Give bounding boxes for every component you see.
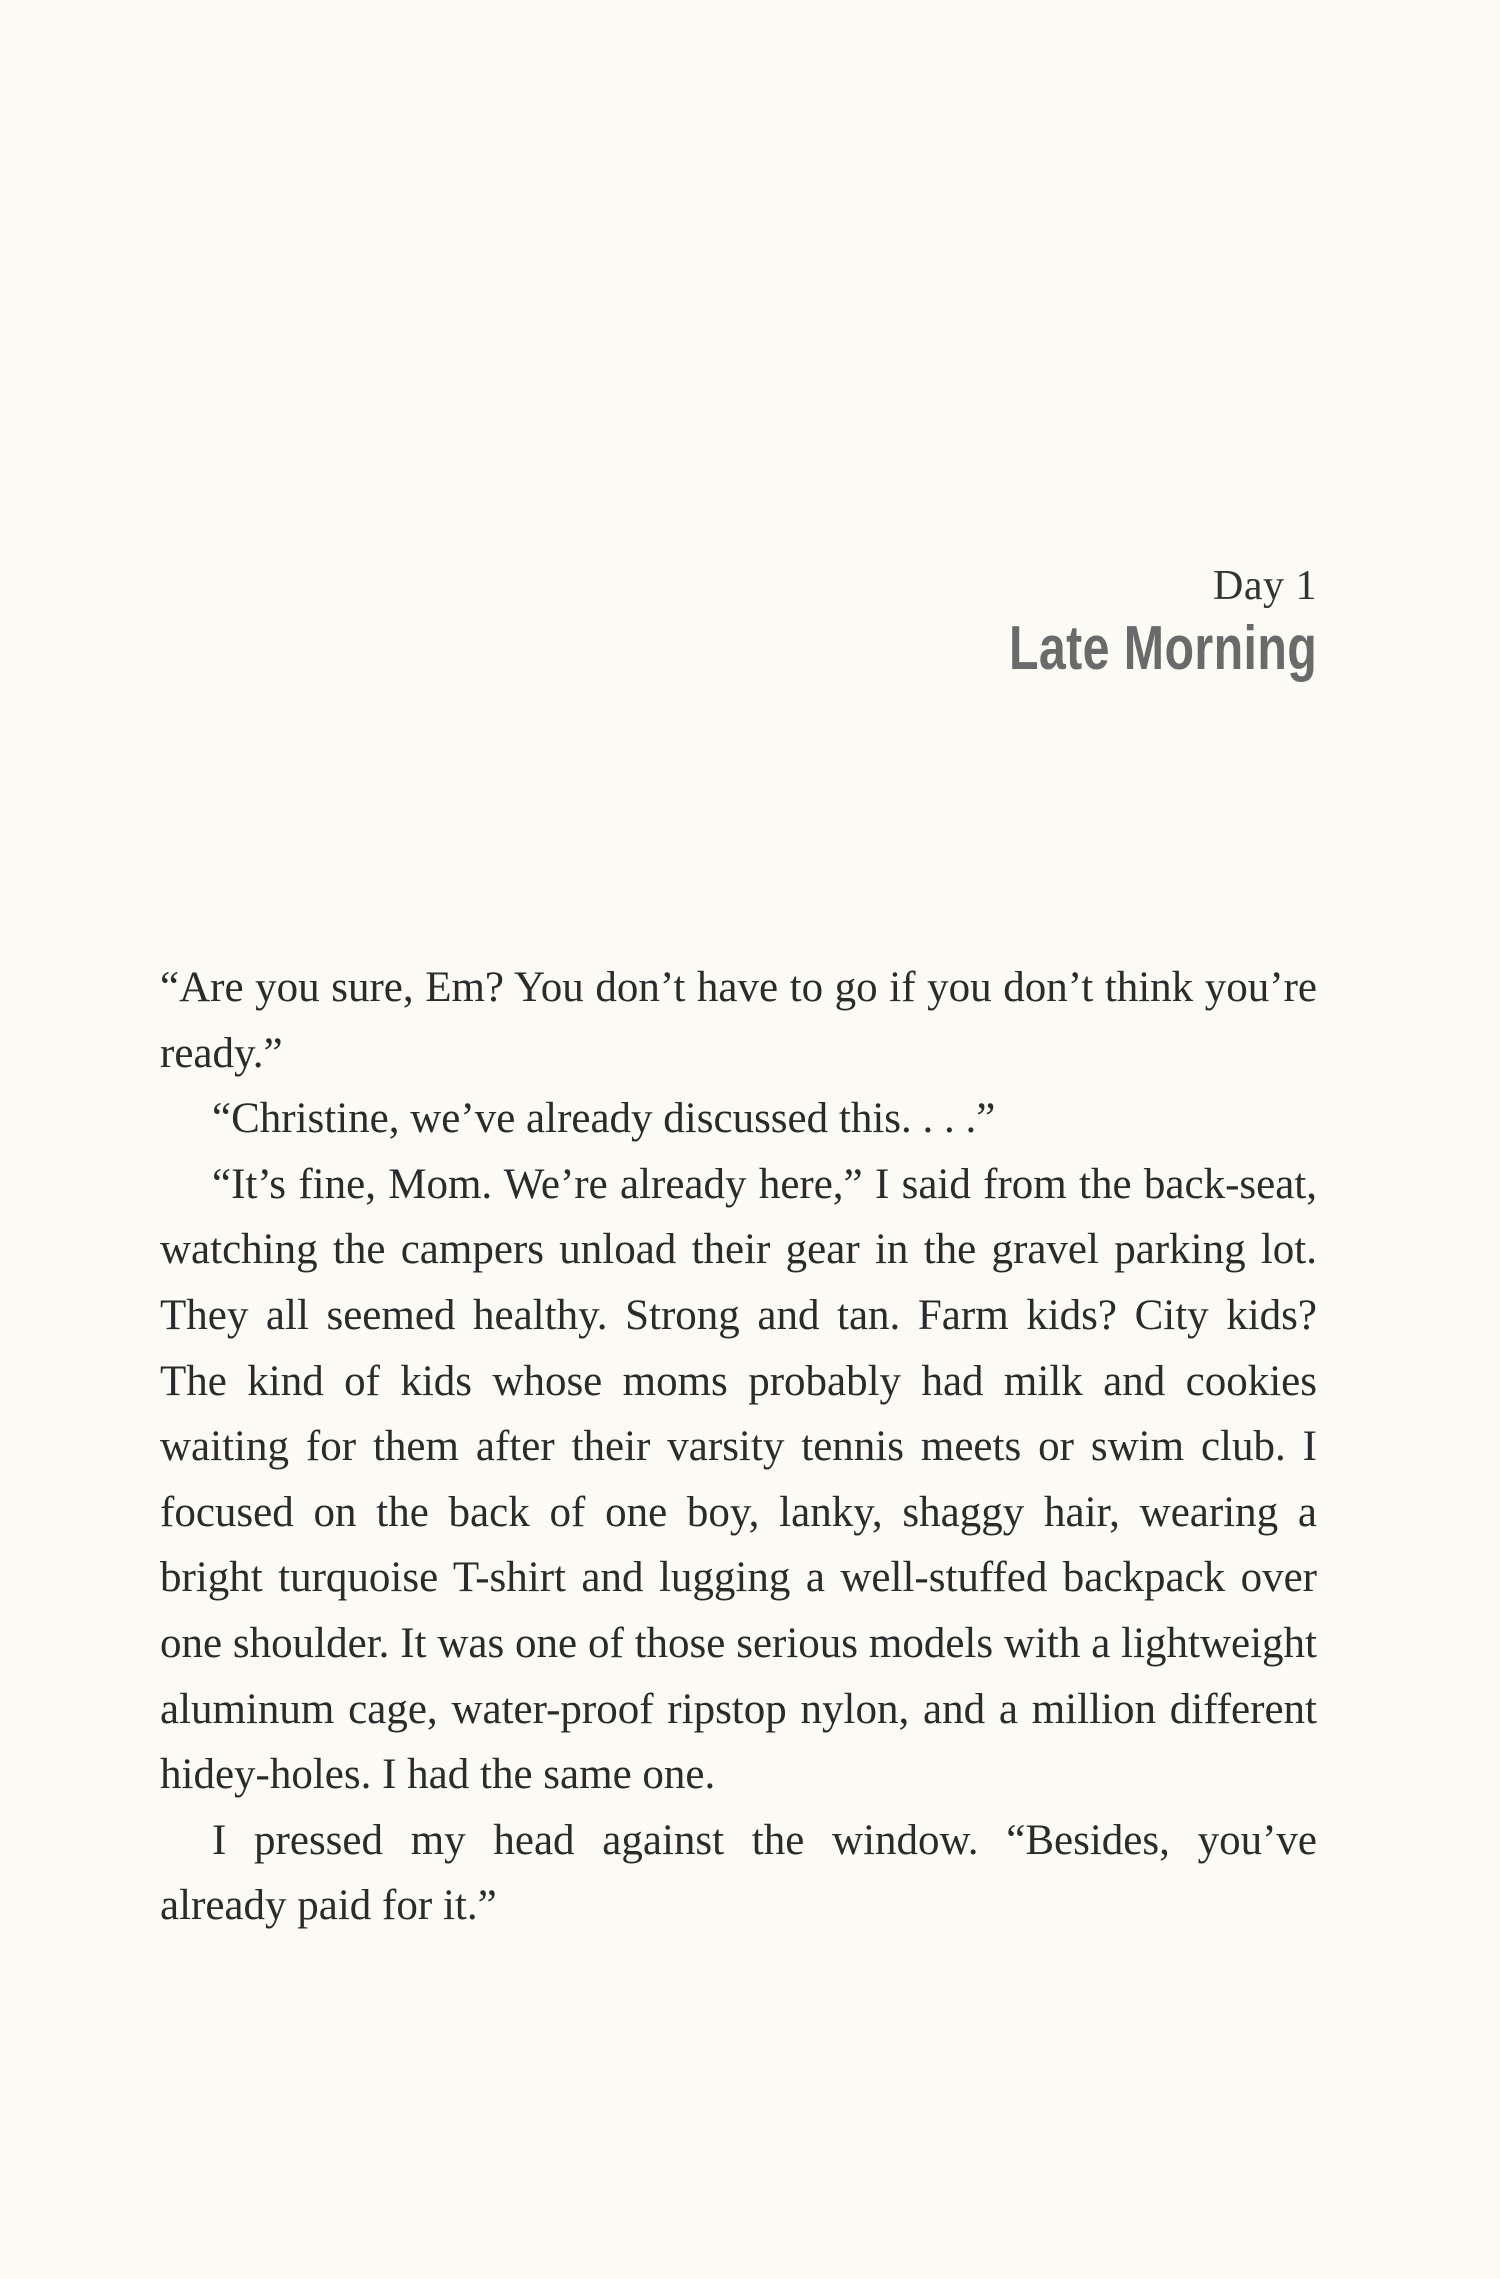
chapter-heading [922,560,1317,684]
paragraph: I pressed my head against the window. “Besides, you’ve already paid for it.” [160,1816,1317,1930]
paragraph: “Are you sure, Em? You don’t have to go if you don’t think you’re ready.” [160,964,1317,1077]
body-text [160,955,1317,1939]
chapter-title: Late Morning [1008,614,1317,683]
chapter-day-label: Day 1 [1213,563,1317,609]
paragraph: “It’s fine, Mom. We’re already here,” I said from the back-seat, watching the campers unload their gear in the gravel parking lot. They all seemed healthy. Strong and tan. Farm kids? City kids? The kind of kids whose moms probably had milk and cookies waiting for them after their varsity tennis meets or swim club. I focused on the back of one boy, lanky, shaggy hair, wearing a bright turquoise T-shirt and lugging a well-stuffed backpack over one shoulder. It was one of those serious models with a lightweight aluminum cage, water-proof ripstop nylon, and a million different hidey-holes. I had the same one. [160,1160,1317,1799]
paragraph: “Christine, we’ve already discussed this. . . .” [212,1095,996,1143]
